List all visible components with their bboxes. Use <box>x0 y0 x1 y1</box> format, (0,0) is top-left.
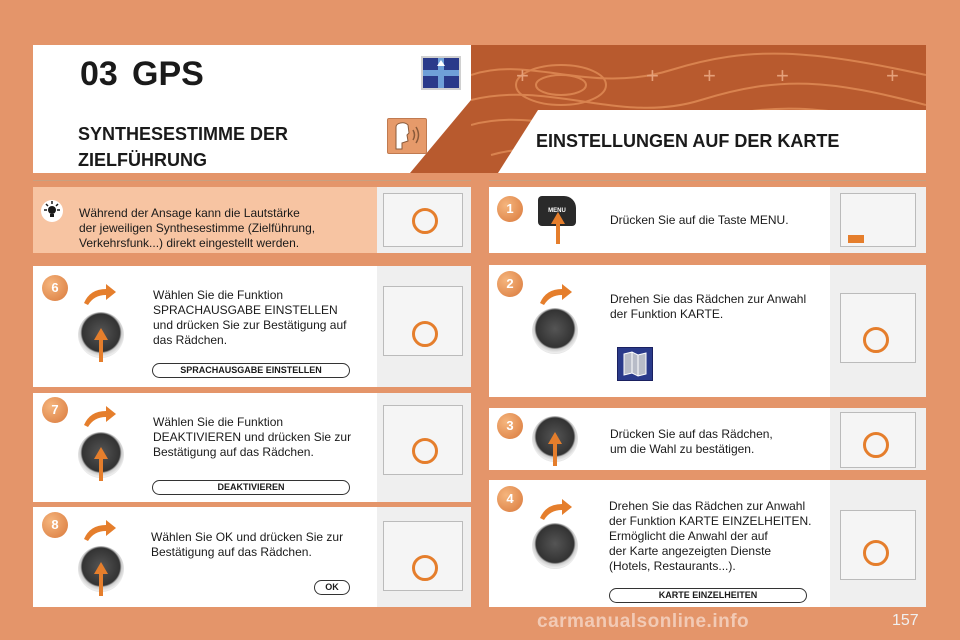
dial-highlight-ring <box>863 432 889 458</box>
dial-highlight-ring <box>412 555 438 581</box>
press-arrow-icon <box>94 328 108 340</box>
chapter-number: 03 <box>80 55 118 93</box>
step-text: Drehen Sie das Rädchen zur Anwahl der Funktion KARTE EINZELHEITEN. Ermöglicht die Anwahl der auf der Karte angezeigten Dienste (Hotels, Restaurants...). <box>609 499 812 573</box>
step-number-badge: 2 <box>497 271 523 297</box>
press-arrow-shaft <box>553 444 557 466</box>
press-arrow-shaft <box>99 574 103 596</box>
dial-highlight-ring <box>412 208 438 234</box>
control-panel-image <box>830 480 926 607</box>
page-number: 157 <box>892 612 919 629</box>
control-panel-image <box>377 507 471 607</box>
rotate-arrow-icon <box>82 519 118 541</box>
control-panel-image <box>830 187 926 253</box>
rotary-dial-icon <box>532 308 578 354</box>
press-arrow-shaft <box>556 224 560 244</box>
control-panel-image <box>377 187 471 253</box>
press-arrow-shaft <box>99 340 103 362</box>
rotary-dial-icon <box>532 523 578 569</box>
speaking-head-icon <box>387 118 427 154</box>
crossroads-icon <box>421 56 461 90</box>
left-section-title: SYNTHESESTIMME DER ZIELFÜHRUNG <box>78 124 289 170</box>
menu-label-pill: SPRACHAUSGABE EINSTELLEN <box>152 363 350 378</box>
press-arrow-icon <box>94 447 108 459</box>
lightbulb-icon <box>40 199 64 223</box>
menu-label-pill: OK <box>314 580 350 595</box>
divider <box>33 180 471 181</box>
svg-text:+: + <box>516 63 529 88</box>
step-number-badge: 8 <box>42 512 68 538</box>
dial-highlight-ring <box>863 540 889 566</box>
watermark: carmanualsonline.info <box>537 611 750 632</box>
menu-button-icon: MENU <box>538 196 576 226</box>
step-number-badge: 6 <box>42 275 68 301</box>
svg-text:+: + <box>703 63 716 88</box>
chapter-title: GPS <box>132 55 204 93</box>
dial-highlight-ring <box>412 321 438 347</box>
map-icon <box>617 347 653 381</box>
control-panel-image <box>377 266 471 387</box>
step-number-badge: 3 <box>497 413 523 439</box>
menu-label-pill: KARTE EINZELHEITEN <box>609 588 807 603</box>
divider <box>489 180 926 181</box>
right-section-title: EINSTELLUNGEN AUF DER KARTE <box>536 131 840 151</box>
menu-key-highlight <box>848 235 864 243</box>
step-text: Drehen Sie das Rädchen zur Anwahl der Funktion KARTE. <box>610 292 807 321</box>
svg-text:+: + <box>776 63 789 88</box>
step-number-badge: 4 <box>497 486 523 512</box>
step-number-badge: 7 <box>42 397 68 423</box>
svg-text:+: + <box>646 63 659 88</box>
control-panel-image <box>830 408 926 470</box>
press-arrow-icon <box>551 212 565 224</box>
control-panel-image <box>830 265 926 397</box>
step-text: Wählen Sie die Funktion DEAKTIVIEREN und drücken Sie zur Bestätigung auf das Rädchen. <box>153 415 352 459</box>
step-text: Drücken Sie auf die Taste MENU. <box>610 213 789 227</box>
svg-text:+: + <box>886 63 899 88</box>
rotate-arrow-icon <box>82 405 118 427</box>
press-arrow-icon <box>94 562 108 574</box>
rotate-arrow-icon <box>538 498 574 520</box>
step-number-badge: 1 <box>497 196 523 222</box>
press-arrow-shaft <box>99 459 103 481</box>
tip-text: Während der Ansage kann die Lautstärke der jeweiligen Synthesestimme (Zielführung, Verkehrsfunk...) direkt eingestellt werden. <box>79 206 316 250</box>
menu-label-pill: DEAKTIVIEREN <box>152 480 350 495</box>
dial-highlight-ring <box>412 438 438 464</box>
step-text: Wählen Sie OK und drücken Sie zur Bestätigung auf das Rädchen. <box>151 530 344 559</box>
rotate-arrow-icon <box>538 283 574 305</box>
step-text: Wählen Sie die Funktion SPRACHAUSGABE EINSTELLEN und drücken Sie zur Bestätigung auf das Rädchen. <box>153 288 347 347</box>
rotate-arrow-icon <box>82 283 118 305</box>
step-text: Drücken Sie auf das Rädchen, um die Wahl zu bestätigen. <box>610 427 773 456</box>
press-arrow-icon <box>548 432 562 444</box>
control-panel-image <box>377 393 471 502</box>
dial-highlight-ring <box>863 327 889 353</box>
